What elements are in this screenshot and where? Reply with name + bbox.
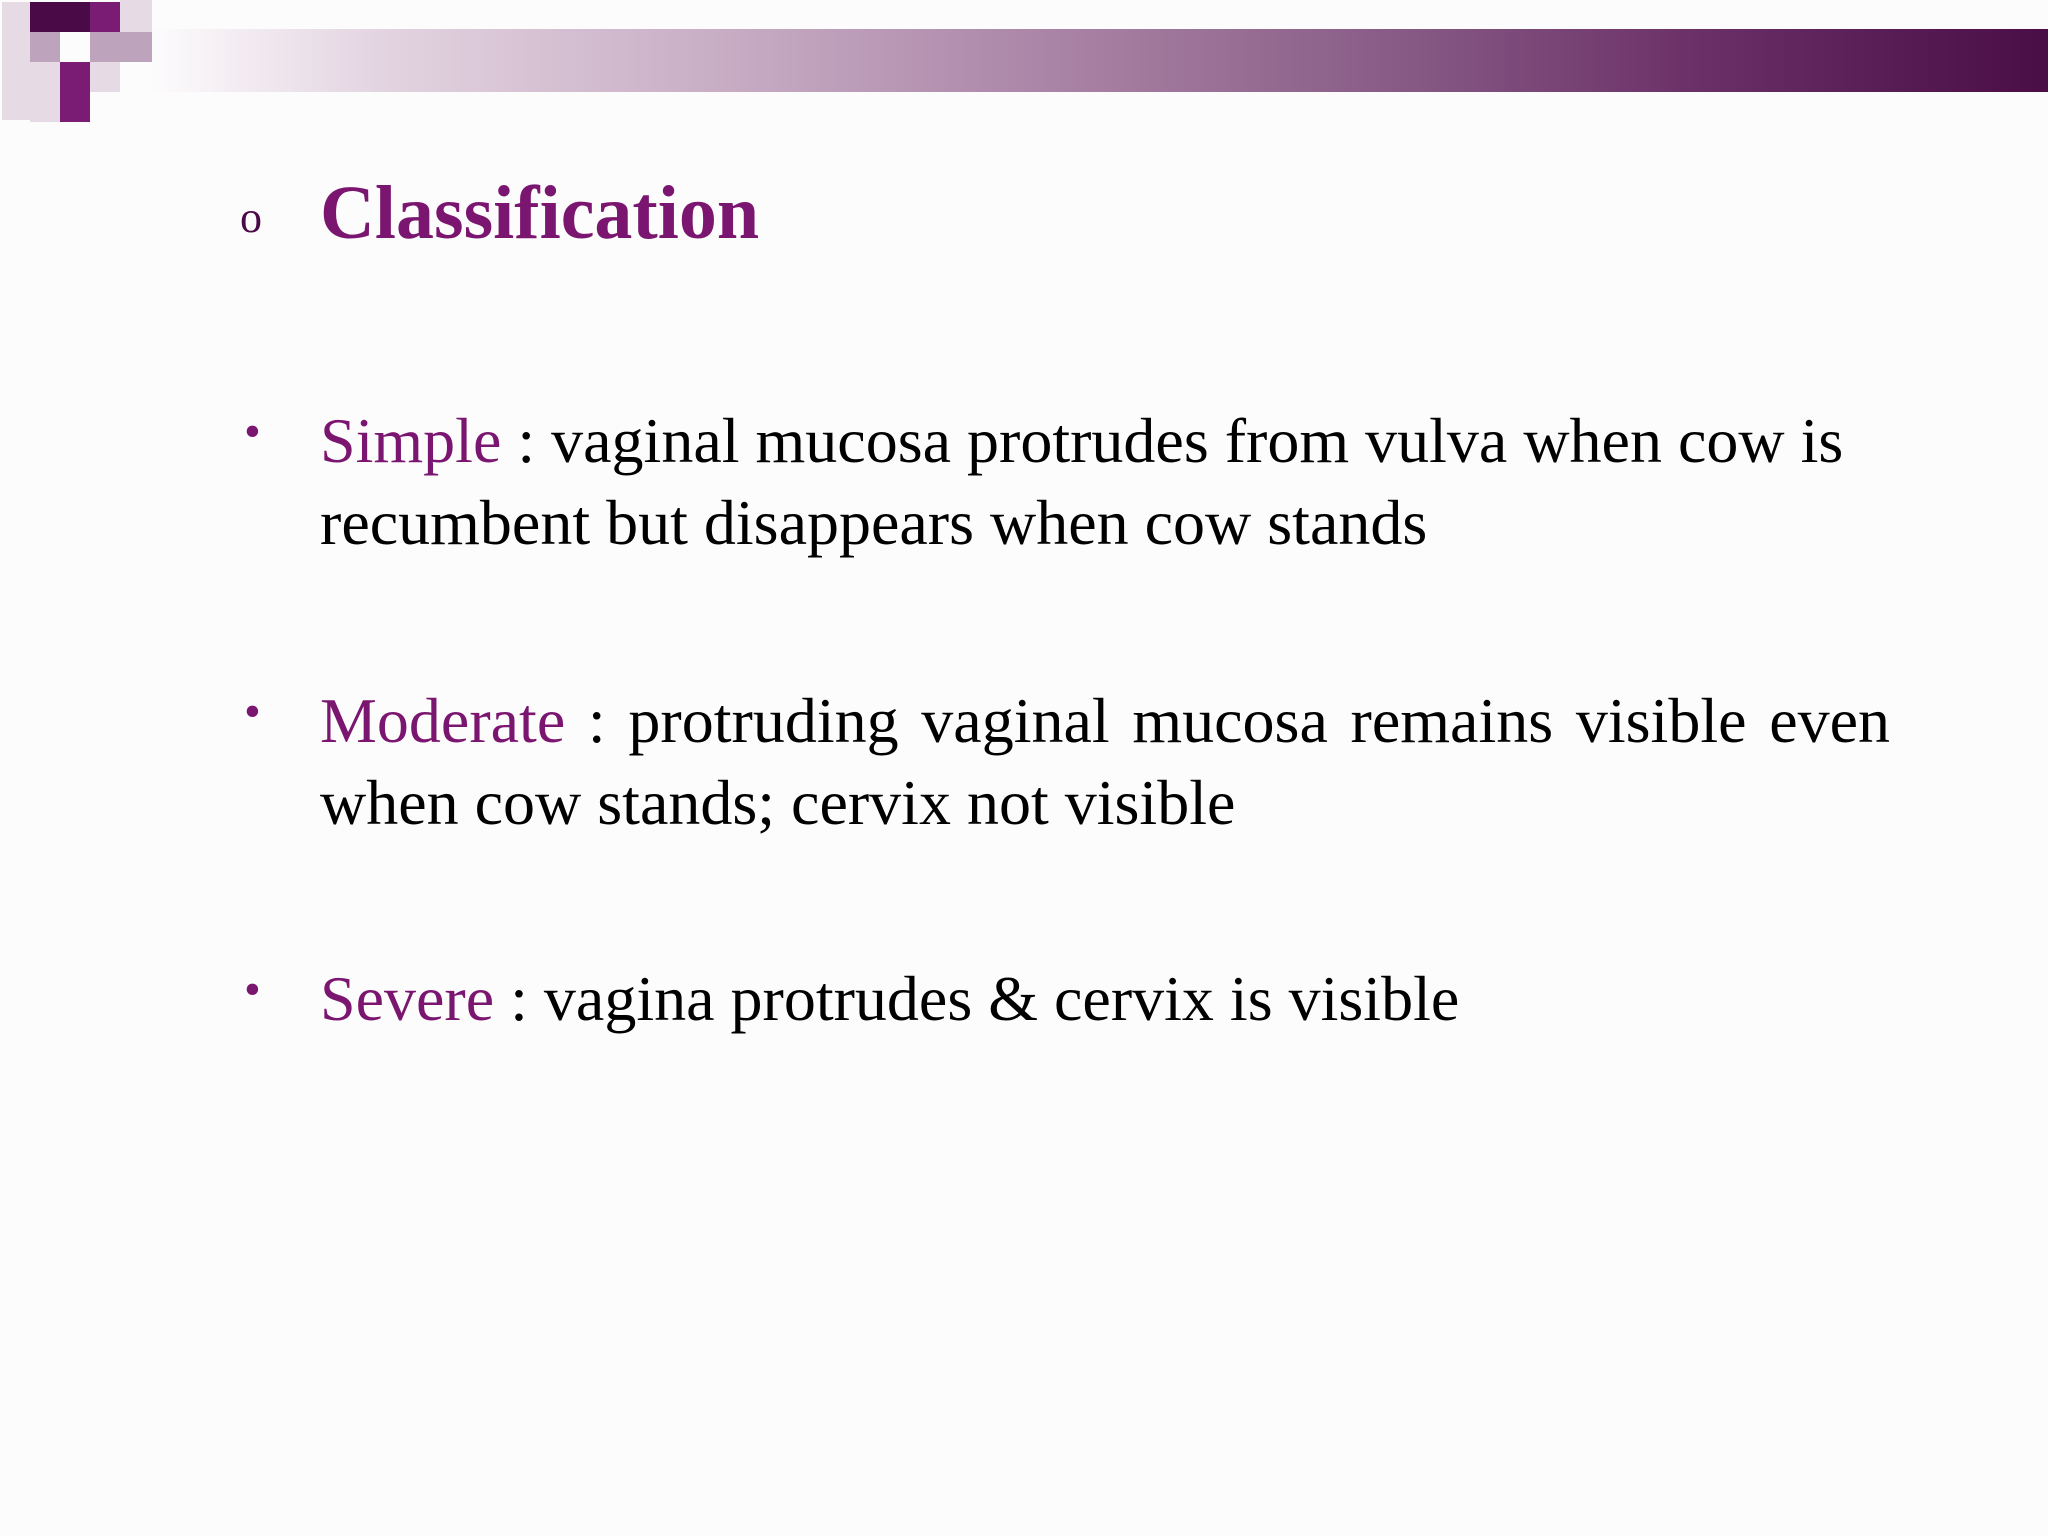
item-body — [320, 958, 1890, 1040]
item-separator: : — [501, 405, 552, 476]
item-body — [320, 400, 1890, 564]
logo-square — [90, 32, 152, 62]
slide-title: Classification — [320, 171, 760, 255]
item-description: vaginal mucosa protrudes from vulva when cow is recumbent but disappears when cow stands — [320, 405, 1844, 558]
item-term: Simple — [320, 405, 502, 476]
item-separator: : — [565, 685, 629, 756]
item-term: Moderate — [320, 685, 566, 756]
item-description: vagina protrudes & cervix is visible — [543, 963, 1460, 1034]
logo-square — [30, 32, 60, 62]
logo-square — [30, 92, 60, 122]
logo-square — [60, 62, 90, 92]
logo-square — [120, 0, 152, 32]
item-body — [320, 680, 1890, 844]
item-description: protruding vaginal mucosa remains visible even when cow stands; cervix not visible — [320, 685, 1891, 838]
classification-item-moderate — [240, 680, 1890, 850]
logo-square — [30, 62, 60, 92]
logo-square — [30, 2, 90, 32]
logo-square — [60, 92, 90, 122]
header-gradient-bar — [150, 29, 2048, 92]
classification-item-severe — [240, 958, 1890, 1048]
logo-square — [90, 2, 120, 32]
logo-square — [90, 62, 120, 92]
logo-square — [2, 2, 30, 120]
item-separator: : — [494, 963, 544, 1034]
bullet-icon: • — [244, 405, 261, 458]
title-bullet: o — [240, 193, 262, 242]
slide-title-row — [240, 170, 1940, 270]
item-term: Severe — [320, 963, 495, 1034]
bullet-icon: • — [244, 685, 261, 738]
bullet-icon: • — [244, 963, 261, 1016]
classification-item-simple — [240, 400, 1890, 570]
